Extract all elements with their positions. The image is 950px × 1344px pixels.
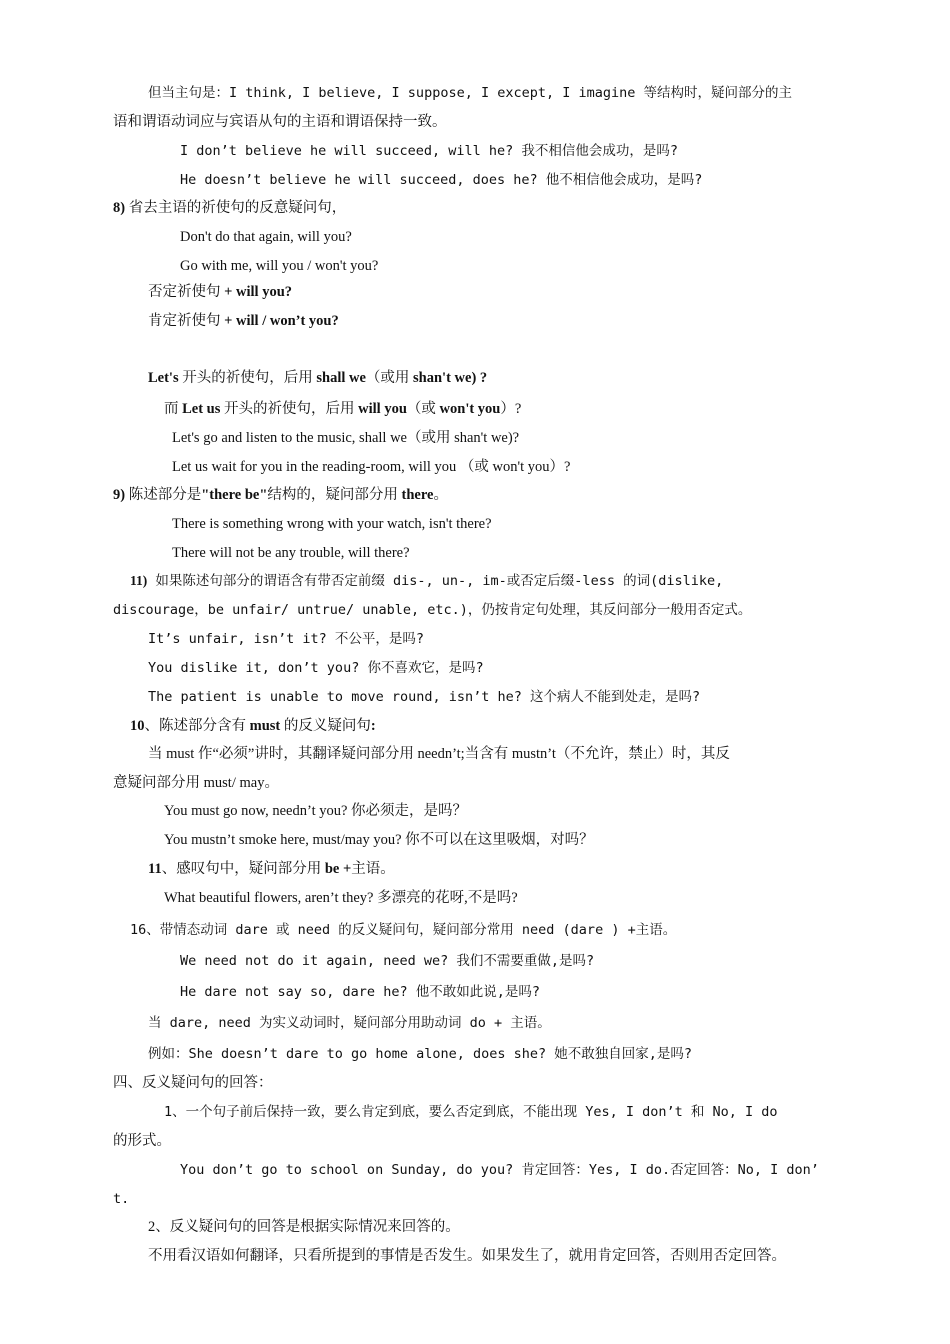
section-number: 9): [113, 487, 126, 503]
example-line: t.: [113, 1191, 130, 1207]
rule-keyword: shan't we) ?: [413, 370, 488, 386]
text-line: discourage，be unfair/ untrue/ unable, etc.)，仍按肯定句处理，其反问部分一般用否定式。: [113, 602, 752, 618]
section-heading-11: [130, 571, 723, 591]
text-line: 但当主句是：I think, I believe, I suppose, I except, I imagine 等结构时，疑问部分的主: [148, 85, 793, 101]
section-number: 8): [113, 200, 126, 216]
section-heading-9: [113, 485, 448, 505]
example-line: You don’t go to school on Sunday, do you? 肯定回答：Yes, I do.否定回答：No, I don’: [180, 1162, 819, 1178]
text-line: 意疑问部分用 must/ may。: [113, 775, 279, 791]
rule-tag: + will you?: [224, 284, 293, 300]
example-line: It’s unfair, isn’t it? 不公平，是吗?: [148, 631, 425, 647]
rule-keyword: won't you: [439, 401, 501, 417]
rule-text: 开头的祈使句，后用: [178, 370, 317, 386]
text-line: 不用看汉语如何翻译，只看所提到的事情是否发生。如果发生了，就用肯定回答，否则用否定回答。: [148, 1248, 786, 1264]
section-number: 11): [130, 573, 148, 588]
section-keyword: "there be": [201, 487, 268, 503]
rule-text: （或: [406, 401, 440, 417]
rule-tag: + will / won’t you?: [224, 313, 339, 329]
example-line: I don’t believe he will succeed, will he? 我不相信他会成功，是吗?: [180, 143, 678, 159]
section-keyword: there: [401, 487, 434, 503]
section-number: 11: [148, 861, 162, 877]
rule-line: [164, 399, 521, 419]
rule-keyword: Let us: [182, 401, 221, 417]
example-line: Don't do that again, will you?: [180, 229, 352, 245]
section-heading-16: 16、带情态动词 dare 或 need 的反义疑问句，疑问部分常用 need (dare ) +主语。: [130, 922, 677, 938]
example-line: He dare not say so, dare he? 他不敢如此说,是吗?: [180, 984, 540, 1000]
example-line: You dislike it, don’t you? 你不喜欢它，是吗?: [148, 660, 484, 676]
section-heading-4: 四、反义疑问句的回答：: [113, 1075, 273, 1091]
rule-label: 肯定祈使句: [148, 313, 225, 329]
text-line: 的形式。: [113, 1133, 171, 1149]
example-line: Let us wait for you in the reading-room, will you （或 won't you）?: [172, 459, 571, 475]
example-line: Let's go and listen to the music, shall we（或用 shan't we)?: [172, 430, 520, 446]
rule-text: ）?: [500, 401, 522, 417]
example-line: We need not do it again, need we? 我们不需要重做,是吗?: [180, 953, 595, 969]
rule-text: （或用: [365, 370, 414, 386]
section-number: 10: [130, 718, 145, 734]
example-line: 例如：She doesn’t dare to go home alone, does she? 她不敢独自回家,是吗?: [148, 1046, 693, 1062]
example-line: There is something wrong with your watch, isn't there?: [172, 516, 492, 532]
rule-keyword: shall we: [316, 370, 366, 386]
rule-keyword: will you: [358, 401, 407, 417]
section-heading-8: [113, 198, 346, 218]
example-line: Go with me, will you / won't you?: [180, 258, 379, 274]
section-title: 如果陈述句部分的谓语含有带否定前缀 dis-, un-, im-或否定后缀-less 的词(dislike,: [147, 573, 724, 589]
section-keyword: be +: [324, 861, 352, 877]
text-line: 1、一个句子前后保持一致，要么肯定到底，要么否定到底，不能出现 Yes, I don’t 和 No, I do: [164, 1104, 778, 1120]
section-title: 的反义疑问句: [280, 718, 371, 734]
example-line: He doesn’t believe he will succeed, does he? 他不相信他会成功，是吗?: [180, 172, 703, 188]
section-title: :: [370, 718, 376, 734]
section-title: 主语。: [351, 861, 395, 877]
text-line: 当 dare, need 为实义动词时，疑问部分用助动词 do + 主语。: [148, 1015, 551, 1031]
text-line: 2、反义疑问句的回答是根据实际情况来回答的。: [148, 1219, 460, 1235]
rule-text: 开头的祈使句，后用: [220, 401, 359, 417]
section-title: 、感叹句中，疑问部分用: [161, 861, 325, 877]
rule-text: 而: [164, 401, 183, 417]
section-heading-11b: [148, 859, 395, 879]
rule-line: [148, 368, 487, 388]
section-title: 省去主语的祈使句的反意疑问句，: [125, 200, 347, 216]
rule-line: [148, 311, 339, 331]
rule-line: [148, 282, 292, 302]
section-title: 。: [433, 487, 448, 503]
text-line: 当 must 作“必须”讲时，其翻译疑问部分用 needn’t;当含有 mustn’t（不允许，禁止）时，其反: [148, 746, 730, 762]
text-line: 语和谓语动词应与宾语从句的主语和谓语保持一致。: [113, 114, 447, 130]
rule-keyword: Let's: [148, 370, 179, 386]
section-keyword: must: [249, 718, 281, 734]
section-heading-10: [130, 716, 376, 736]
section-title: 陈述部分是: [125, 487, 202, 503]
section-title: 、陈述部分含有: [144, 718, 250, 734]
example-line: The patient is unable to move round, isn’t he? 这个病人不能到处走，是吗?: [148, 689, 701, 705]
section-title: 结构的，疑问部分用: [267, 487, 402, 503]
example-line: You mustn’t smoke here, must/may you? 你不可以在这里吸烟，对吗？: [164, 832, 594, 848]
example-line: What beautiful flowers, aren’t they? 多漂亮的花呀,不是吗?: [164, 890, 518, 906]
rule-label: 否定祈使句: [148, 284, 225, 300]
example-line: There will not be any trouble, will there?: [172, 545, 410, 561]
example-line: You must go now, needn’t you? 你必须走，是吗？: [164, 803, 468, 819]
